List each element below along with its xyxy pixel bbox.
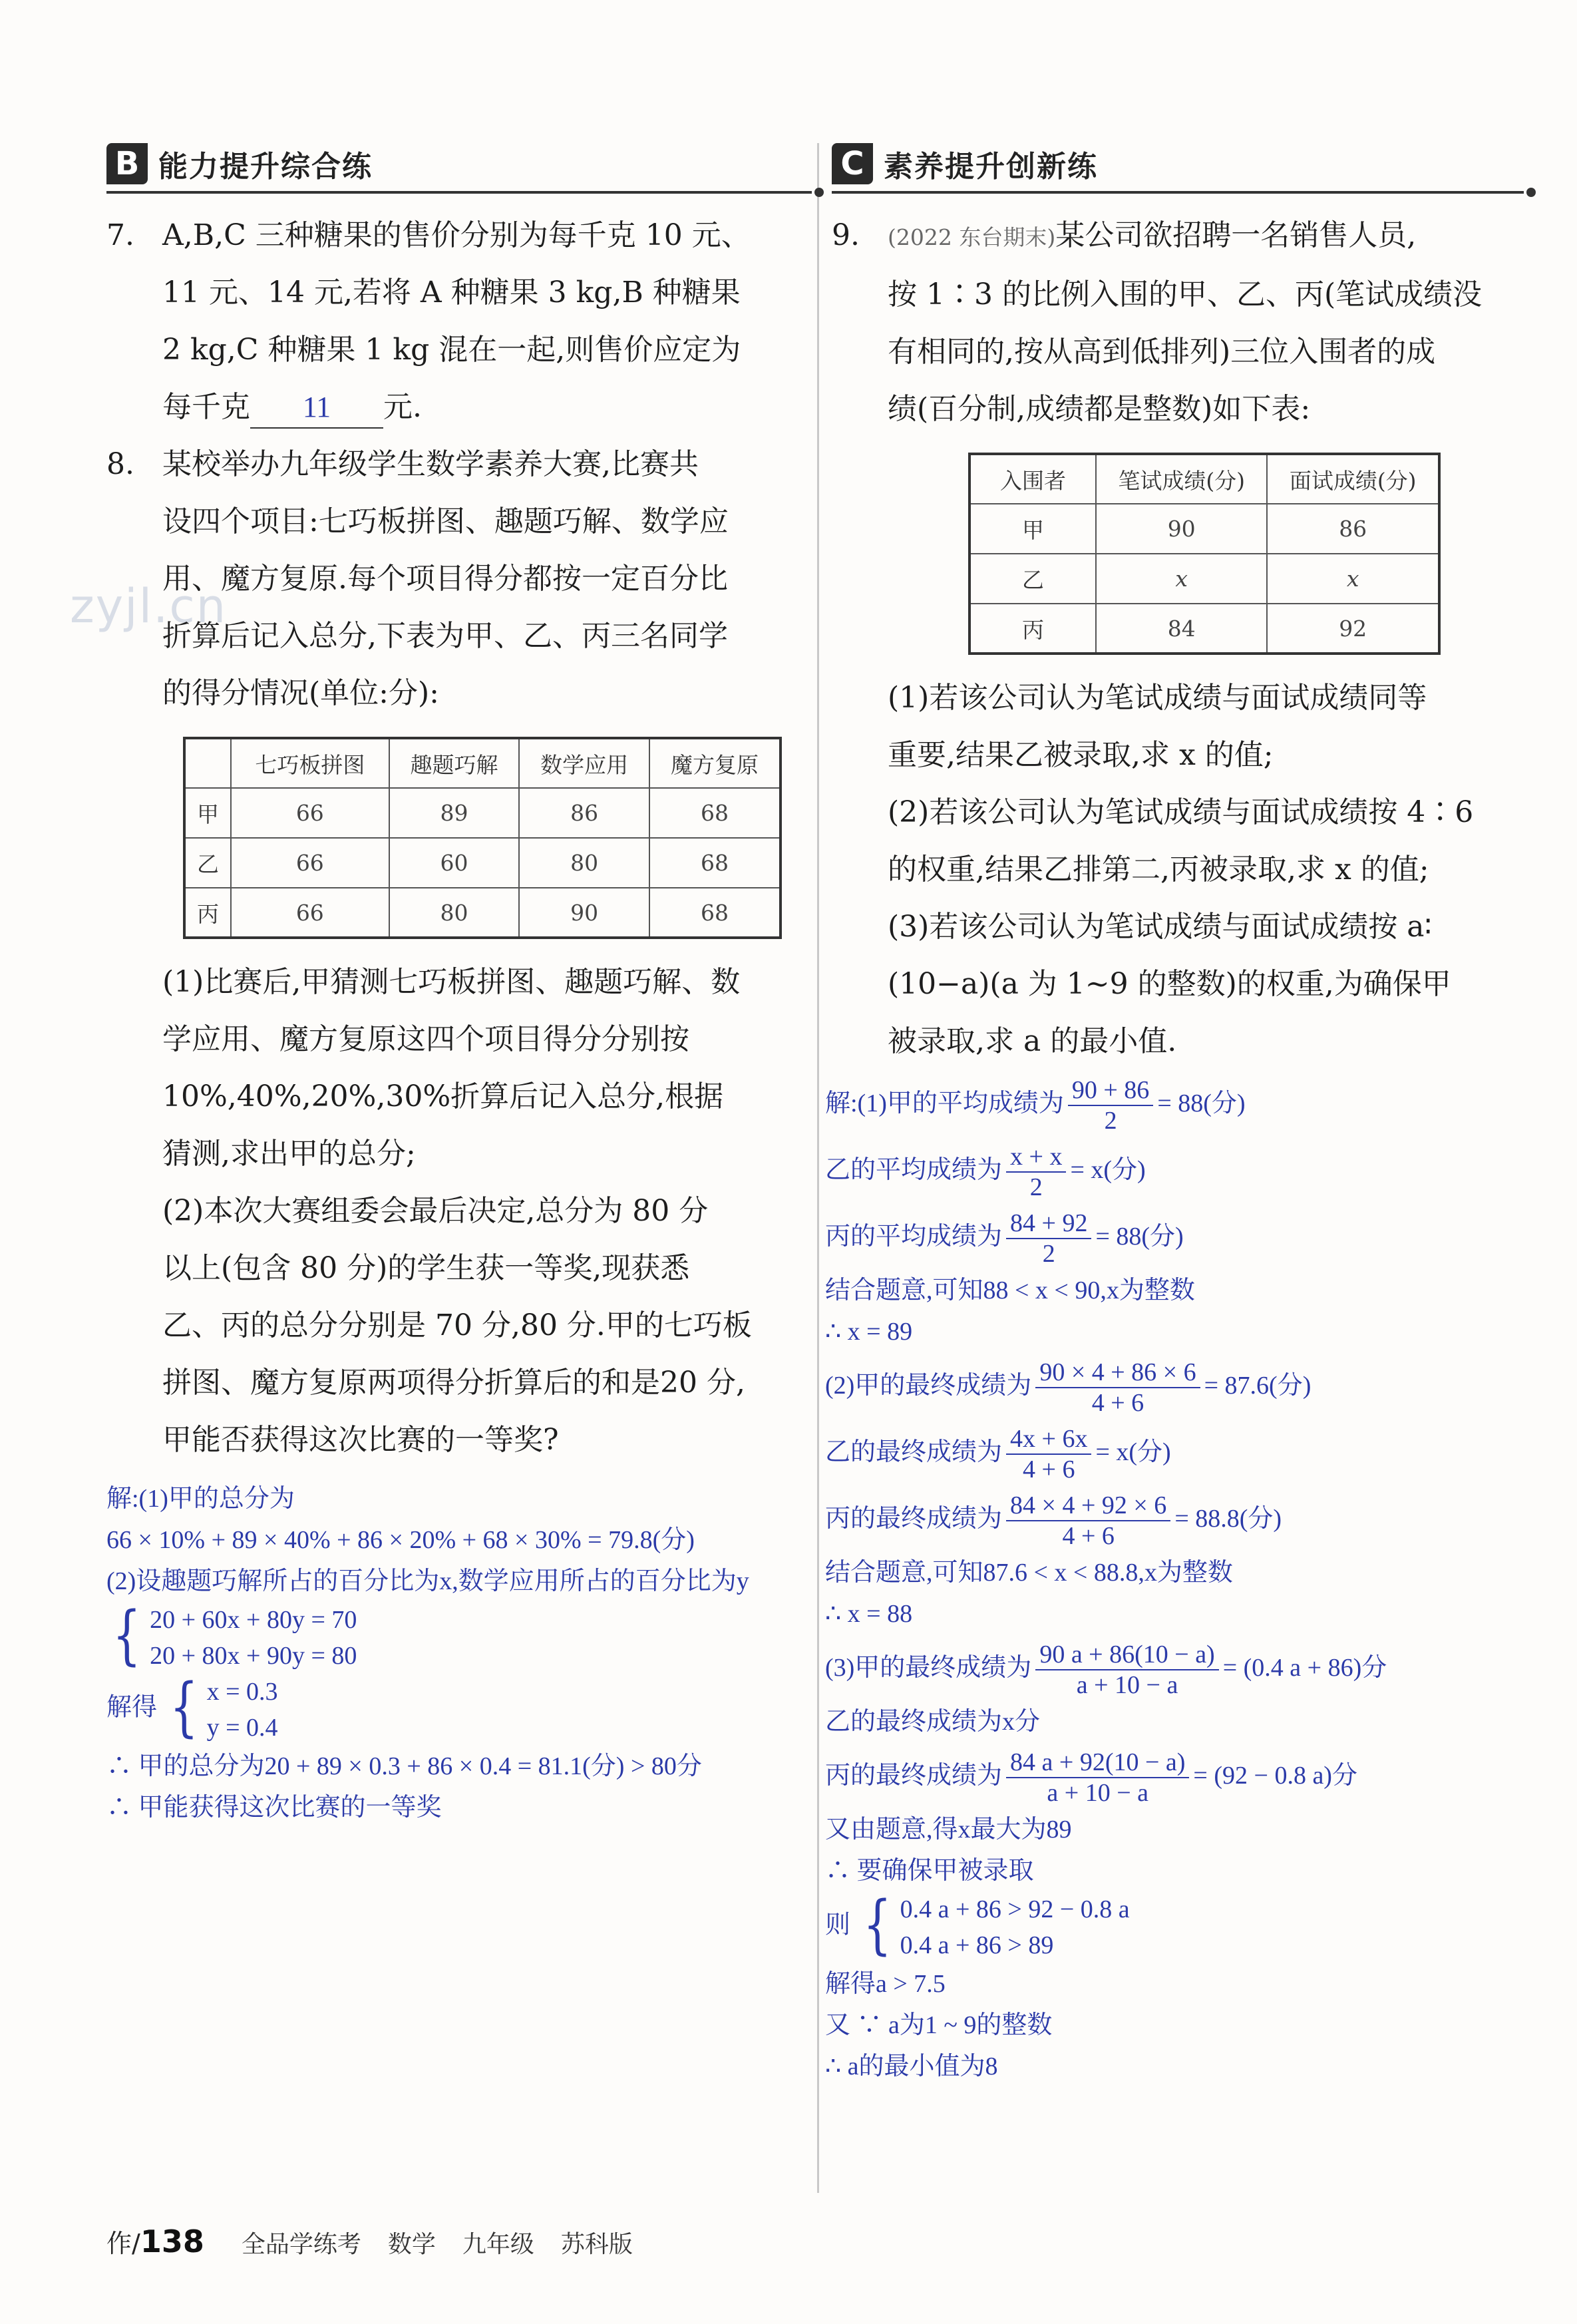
table-cell: 丙 bbox=[969, 604, 1096, 654]
q8-part2-line: 以上(包含 80 分)的学生获一等奖,现获悉 bbox=[162, 1251, 690, 1285]
table-row bbox=[969, 554, 1439, 604]
table-cell: x bbox=[1096, 554, 1267, 604]
q8-parts bbox=[106, 954, 812, 1469]
footer-subject: 数学 bbox=[387, 2231, 436, 2258]
table-cell: 90 bbox=[1096, 504, 1267, 554]
q7-number: 7. bbox=[106, 218, 134, 252]
fraction bbox=[1068, 1075, 1153, 1135]
solution-text: = 88.8(分) bbox=[1174, 1505, 1282, 1533]
denominator: a + 10 − a bbox=[1047, 1779, 1149, 1808]
q9-parts bbox=[832, 670, 1524, 1070]
equation: x = 0.3 bbox=[206, 1678, 278, 1706]
inequality: 0.4 a + 86 > 92 − 0.8 a bbox=[900, 1895, 1130, 1923]
q8-solution bbox=[106, 1478, 812, 1828]
solution-line: ∴ 甲能获得这次比赛的一等奖 bbox=[106, 1794, 442, 1822]
table-cell: 84 bbox=[1096, 604, 1267, 654]
table-cell: 80 bbox=[389, 888, 520, 938]
section-c-title: 素养提升创新练 bbox=[884, 150, 1098, 184]
table-header-cell bbox=[184, 738, 231, 788]
table-header-cell: 七巧板拼图 bbox=[231, 738, 389, 788]
numerator: 84 + 92 bbox=[1006, 1209, 1091, 1239]
q8-part2-line: 甲能否获得这次比赛的一等奖? bbox=[162, 1423, 559, 1457]
footer-grade: 九年级 bbox=[462, 2231, 534, 2258]
q7-line: 每千克 bbox=[162, 390, 250, 424]
solution-text: (3)甲的最终成绩为 bbox=[825, 1654, 1032, 1682]
solution-line: 解得a > 7.5 bbox=[825, 1970, 946, 1998]
section-b-header bbox=[106, 136, 812, 194]
solution-line: ∴ 甲的总分为20 + 89 × 0.3 + 86 × 0.4 = 81.1(分) > 80分 bbox=[106, 1752, 702, 1780]
numerator: 90 × 4 + 86 × 6 bbox=[1035, 1358, 1200, 1388]
solution-line: 乙的最终成绩为x分 bbox=[825, 1708, 1041, 1736]
q8-part1-line: 10%,40%,20%,30%折算后记入总分,根据 bbox=[162, 1079, 724, 1113]
q9-part-line: (10−a)(a 为 1~9 的整数)的权重,为确保甲 bbox=[888, 967, 1451, 1001]
table-header-cell: 面试成绩(分) bbox=[1267, 454, 1439, 504]
solution-text: = x(分) bbox=[1095, 1438, 1171, 1466]
table-cell: 80 bbox=[519, 838, 649, 888]
equation: 20 + 60x + 80y = 70 bbox=[150, 1606, 357, 1634]
solution-text: = (0.4 a + 86)分 bbox=[1222, 1654, 1387, 1682]
solution-text: 解:(1)甲的平均成绩为 bbox=[825, 1089, 1064, 1117]
solution-line: 66 × 10% + 89 × 40% + 86 × 20% + 68 × 30% = 79.8(分) bbox=[106, 1526, 695, 1554]
solution-line bbox=[825, 1635, 1524, 1701]
denominator: 4 + 6 bbox=[1062, 1522, 1115, 1551]
solution-text: = 88(分) bbox=[1095, 1223, 1184, 1251]
q8-line: 的得分情况(单位:分): bbox=[162, 676, 439, 710]
solution-line: ∴ x = 88 bbox=[825, 1600, 913, 1628]
solution-line bbox=[825, 1203, 1524, 1270]
solution-line: ∴ x = 89 bbox=[825, 1318, 913, 1346]
q7-line: 2 kg,C 种糖果 1 kg 混在一起,则售价应定为 bbox=[162, 333, 741, 367]
solution-text: = 88(分) bbox=[1157, 1089, 1246, 1117]
equation: y = 0.4 bbox=[206, 1714, 278, 1742]
q8-line: 某校举办九年级学生数学素养大赛,比赛共 bbox=[162, 447, 699, 481]
fraction bbox=[1035, 1358, 1200, 1418]
section-b-badge: B bbox=[106, 143, 148, 184]
solve-label: 解得 bbox=[106, 1693, 158, 1722]
solution-text: 乙的平均成绩为 bbox=[825, 1156, 1003, 1184]
section-c-header bbox=[832, 136, 1524, 194]
brace-group bbox=[164, 1670, 278, 1746]
solution-line bbox=[825, 1485, 1524, 1552]
table-header-row bbox=[184, 738, 781, 788]
table-cell: 68 bbox=[649, 888, 781, 938]
q9-line: 有相同的,按从高到低排列)三位入围者的成 bbox=[888, 335, 1436, 369]
q8-part2-line: 乙、丙的总分分别是 70 分,80 分.甲的七巧板 bbox=[162, 1308, 752, 1342]
q9-source: (2022 东台期末) bbox=[888, 224, 1056, 250]
solution-line: (2)设趣题巧解所占的百分比为x,数学应用所占的百分比为y bbox=[106, 1567, 749, 1595]
equation-system bbox=[106, 1598, 812, 1674]
numerator: 90 a + 86(10 − a) bbox=[1035, 1640, 1218, 1670]
table-cell: 90 bbox=[519, 888, 649, 938]
table-header-cell: 数学应用 bbox=[519, 738, 649, 788]
fraction bbox=[1006, 1209, 1091, 1268]
solution-line: 结合题意,可知88 < x < 90,x为整数 bbox=[825, 1276, 1195, 1304]
table-header-cell: 魔方复原 bbox=[649, 738, 781, 788]
q7-line: 11 元、14 元,若将 A 种糖果 3 kg,B 种糖果 bbox=[162, 276, 741, 309]
solution-text: = (92 − 0.8 a)分 bbox=[1193, 1762, 1357, 1790]
table-cell: 89 bbox=[389, 788, 520, 838]
q7-line: A,B,C 三种糖果的售价分别为每千克 10 元、 bbox=[162, 218, 751, 252]
solution-text: = 87.6(分) bbox=[1204, 1372, 1312, 1400]
solution-text: 则 bbox=[825, 1911, 851, 1939]
table-header-row bbox=[969, 454, 1439, 504]
q8-line: 折算后记入总分,下表为甲、乙、丙三名同学 bbox=[162, 619, 728, 653]
brace-group bbox=[106, 1598, 357, 1674]
numerator: 4x + 6x bbox=[1006, 1424, 1091, 1455]
watermark: zyjl.cn bbox=[70, 579, 228, 634]
solution-text: 丙的平均成绩为 bbox=[825, 1223, 1003, 1251]
solution-line bbox=[825, 1070, 1524, 1137]
q9-part-line: (2)若该公司认为笔试成绩与面试成绩按 4∶6 bbox=[888, 795, 1474, 829]
solution-text: (2)甲的最终成绩为 bbox=[825, 1372, 1032, 1400]
q9-solution bbox=[825, 1070, 1524, 2087]
table-cell: 68 bbox=[649, 838, 781, 888]
solution-text: 丙的最终成绩为 bbox=[825, 1762, 1003, 1790]
q9-line: 按 1∶3 的比例入围的甲、乙、丙(笔试成绩没 bbox=[888, 278, 1483, 311]
denominator: 2 bbox=[1029, 1173, 1043, 1202]
q9-part-line: (1)若该公司认为笔试成绩与面试成绩同等 bbox=[888, 681, 1427, 715]
solution-line: ∴ 要确保甲被录取 bbox=[825, 1857, 1034, 1885]
numerator: 90 + 86 bbox=[1068, 1075, 1153, 1106]
equation: 20 + 80x + 90y = 80 bbox=[150, 1642, 357, 1670]
q8-number: 8. bbox=[106, 447, 134, 481]
numerator: 84 × 4 + 92 × 6 bbox=[1006, 1491, 1170, 1521]
table-cell: 92 bbox=[1267, 604, 1439, 654]
column-divider bbox=[817, 143, 819, 2193]
inequality-system bbox=[825, 1887, 1524, 1963]
table-cell: 丙 bbox=[184, 888, 231, 938]
denominator: a + 10 − a bbox=[1076, 1671, 1178, 1700]
q8-part1-line: 学应用、魔方复原这四个项目得分分别按 bbox=[162, 1022, 689, 1056]
table-cell: 乙 bbox=[969, 554, 1096, 604]
footer-book: 全品学练考 bbox=[241, 2231, 361, 2258]
solution-line bbox=[825, 1419, 1524, 1485]
solution-text: = x(分) bbox=[1070, 1156, 1146, 1184]
q8-part2-line: 拼图、魔方复原两项得分折算后的和是20 分, bbox=[162, 1366, 745, 1400]
table-cell: 66 bbox=[231, 838, 389, 888]
q9-number: 9. bbox=[832, 218, 860, 252]
table-cell: 66 bbox=[231, 788, 389, 838]
brace-icon: { bbox=[112, 1598, 141, 1672]
solution-line bbox=[825, 1352, 1524, 1419]
q8-line: 用、魔方复原.每个项目得分都按一定百分比 bbox=[162, 562, 728, 596]
q9-part-line: 重要,结果乙被录取,求 x 的值; bbox=[888, 738, 1274, 772]
q9-line: 绩(百分制,成绩都是整数)如下表: bbox=[888, 392, 1311, 426]
table-cell: 60 bbox=[389, 838, 520, 888]
q8-part1-line: 猜测,求出甲的总分; bbox=[162, 1137, 416, 1171]
section-c-badge: C bbox=[832, 143, 873, 184]
solution-line: 解:(1)甲的总分为 bbox=[106, 1485, 295, 1513]
table-cell: 66 bbox=[231, 888, 389, 938]
q9-part-line: 的权重,结果乙排第二,丙被录取,求 x 的值; bbox=[888, 853, 1429, 886]
table-row bbox=[969, 604, 1439, 654]
inequality: 0.4 a + 86 > 89 bbox=[900, 1931, 1054, 1959]
denominator: 2 bbox=[1104, 1107, 1117, 1135]
solution-text: 乙的最终成绩为 bbox=[825, 1438, 1003, 1466]
denominator: 2 bbox=[1042, 1240, 1055, 1268]
q9-part-line: (3)若该公司认为笔试成绩与面试成绩按 a∶ bbox=[888, 910, 1432, 944]
solution-line: 结合题意,可知87.6 < x < 88.8,x为整数 bbox=[825, 1559, 1233, 1587]
table-cell: x bbox=[1267, 554, 1439, 604]
table-cell: 86 bbox=[1267, 504, 1439, 554]
table-row bbox=[184, 888, 781, 938]
solution-line: 又 ∵ a为1 ~ 9的整数 bbox=[825, 2011, 1053, 2039]
q8-part2-line: (2)本次大赛组委会最后决定,总分为 80 分 bbox=[162, 1194, 709, 1228]
fraction bbox=[1006, 1142, 1066, 1202]
fraction bbox=[1006, 1748, 1189, 1808]
fraction bbox=[1006, 1424, 1091, 1484]
page-number: 138 bbox=[140, 2224, 204, 2259]
solution-text: 丙的最终成绩为 bbox=[825, 1505, 1003, 1533]
fraction bbox=[1035, 1640, 1218, 1700]
denominator: 4 + 6 bbox=[1091, 1389, 1144, 1418]
numerator: x + x bbox=[1006, 1142, 1066, 1173]
brace-icon: { bbox=[862, 1887, 892, 1962]
solution-line: 又由题意,得x最大为89 bbox=[825, 1816, 1072, 1843]
table-cell: 86 bbox=[519, 788, 649, 838]
q8-line: 设四个项目:七巧板拼图、趣题巧解、数学应 bbox=[162, 504, 729, 538]
q9-score-table bbox=[968, 453, 1441, 655]
brace-group bbox=[857, 1887, 1130, 1963]
denominator: 4 + 6 bbox=[1023, 1455, 1075, 1484]
footer-prefix: 作/ bbox=[106, 2229, 140, 2258]
q9-part-line: 被录取,求 a 的最小值. bbox=[888, 1024, 1177, 1058]
solution-result bbox=[106, 1670, 812, 1746]
footer-edition: 苏科版 bbox=[560, 2231, 633, 2258]
q8-score-table bbox=[183, 737, 782, 939]
q8-part1-line: (1)比赛后,甲猜测七巧板拼图、趣题巧解、数 bbox=[162, 965, 741, 999]
page-footer bbox=[106, 2223, 659, 2259]
table-row bbox=[969, 504, 1439, 554]
table-cell: 68 bbox=[649, 788, 781, 838]
table-cell: 甲 bbox=[969, 504, 1096, 554]
question-7 bbox=[106, 207, 812, 436]
table-cell: 甲 bbox=[184, 788, 231, 838]
left-column bbox=[106, 136, 812, 1828]
question-8 bbox=[106, 436, 812, 722]
solution-line bbox=[825, 1137, 1524, 1203]
q7-line: 元. bbox=[383, 390, 422, 424]
table-row bbox=[184, 788, 781, 838]
table-header-cell: 入围者 bbox=[969, 454, 1096, 504]
table-header-cell: 趣题巧解 bbox=[389, 738, 520, 788]
question-9 bbox=[832, 207, 1524, 438]
solution-line: ∴ a的最小值为8 bbox=[825, 2052, 998, 2080]
table-header-cell: 笔试成绩(分) bbox=[1096, 454, 1267, 504]
table-row bbox=[184, 838, 781, 888]
section-b-title: 能力提升综合练 bbox=[158, 150, 373, 184]
fraction bbox=[1006, 1491, 1170, 1551]
table-cell: 乙 bbox=[184, 838, 231, 888]
brace-icon: { bbox=[169, 1670, 198, 1744]
numerator: 84 a + 92(10 − a) bbox=[1006, 1748, 1189, 1778]
solution-line bbox=[825, 1742, 1524, 1809]
q7-answer-blank: 11 bbox=[250, 387, 383, 429]
right-column bbox=[825, 136, 1524, 2087]
q9-line: 某公司欲招聘一名销售人员, bbox=[1055, 218, 1417, 252]
